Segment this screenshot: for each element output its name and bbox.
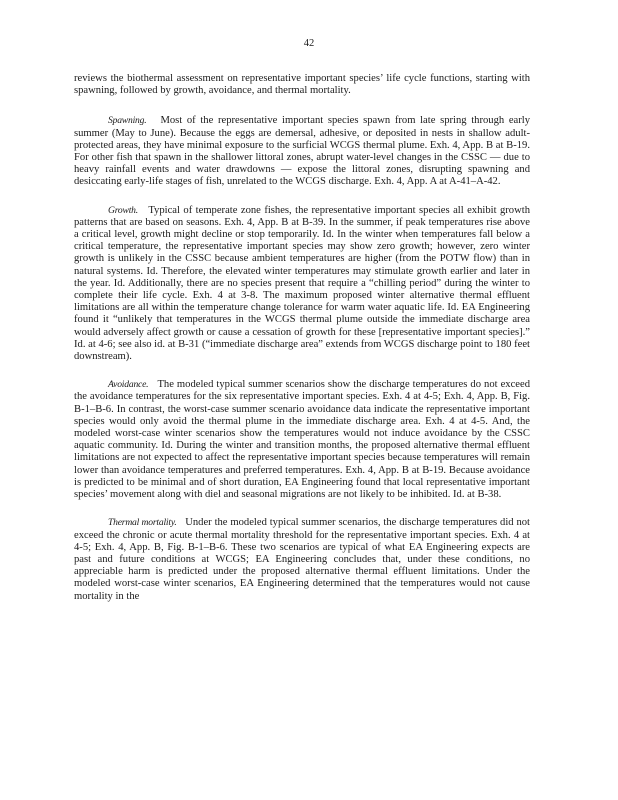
page-number: 42 (303, 38, 315, 49)
thermal-mortality-paragraph (74, 517, 530, 602)
document-body (74, 73, 530, 619)
section-heading-avoidance: Avoidance. (108, 379, 149, 391)
section-text-growth: Typical of temperate zone fishes, the representative important species all exhibit growth patterns that are based on seasons. Exh. 4, App. B at B-39. In the summer, if peak temperatures rise above a critical level, growth might decline or stop temporarily. Id. In the winter when temperatures fall below a critical temperature, the representative important species may show zero growth; however, zero winter growth is unlikely in the CSSC because ambient temperatures are higher (from the POTW flow) than in natural systems. Id. Therefore, the elevated winter temperatures may stimulate growth earlier and later in the year. Id. Additionally, there are no species present that require a “chilling period” during the winter to complete their life cycle. Exh. 4 at 3-8. The maximum proposed winter alternative thermal effluent limitations are all within the temperature change tolerance for warm water aquatic life. Id. EA Engineering found it “unlikely that temperatures in the WCGS thermal plume outside the immediate discharge area would adversely affect growth or cause a cessation of growth for these [representative important species].” Id. at 4-6; see also id. at B-31 (“immediate discharge area” extends from WCGS discharge point to 180 feet downstream). (74, 204, 530, 363)
intro-paragraph: reviews the biothermal assessment on representative important species’ life cycle functions, starting with spawning, followed by growth, avoidance, and thermal mortality. (74, 73, 530, 97)
spawning-paragraph (74, 115, 530, 188)
section-text-spawning: Most of the representative important species spawn from late spring through early summer (May to June). Because the eggs are demersal, adhesive, or deposited in nests in shallow adult-protected areas, they have minimal exposure to the surficial WCGS thermal plume. Exh. 4, App. B at B-19. For other fish that spawn in the shallower littoral zones, abrupt water-level changes in the CSSC — due to heavy rainfall events and water drawdowns — expose the littoral zones, disrupting spawning and desiccating early-life stages of fish, unrelated to the WCGS discharge. Exh. 4, App. A at A-41–A-42. (74, 115, 530, 188)
growth-paragraph (74, 205, 530, 364)
section-heading-growth: Growth. (108, 204, 138, 216)
section-text-thermal-mortality: Under the modeled typical summer scenarios, the discharge temperatures did not exceed the chronic or acute thermal mortality threshold for the representative important species. Exh. 4 at 4-5; Exh. 4, App. B, Fig. B-1–B-6. These two scenarios are typical of what EA Engineering expects are past and future conditions at WCGS; EA Engineering concludes that, under these conditions, no appreciable harm is predicted under the proposed alternative thermal effluent limitations. Under the modeled worst-case winter scenarios, EA Engineering determined that the temperatures would not cause mortality in the (74, 517, 530, 602)
section-text-avoidance: The modeled typical summer scenarios show the discharge temperatures do not exceed the avoidance temperatures for the six representative important species. Exh. 4 at 4-5; Exh. 4, App. B, Fig. B-1–B-6. In contrast, the worst-case summer scenario avoidance data indicate the representative important species would only avoid the thermal plume in the immediate discharge area. Exh. 4 at 4-5. And, the modeled worst-case winter scenarios show the temperatures would not induce avoidance by the CSSC aquatic community. Id. During the winter and transition months, the proposed alternative thermal effluent limitations are not expected to affect the representative important species because temperatures will remain lower than avoidance temperatures and preferred temperatures. Exh. 4, App. B at B-19. Because avoidance is predicted to be minimal and of short duration, EA Engineering found that local representative important species’ movement along with diel and seasonal migrations are not likely to be inhibited. Id. at B-38. (74, 379, 530, 501)
section-heading-thermal-mortality: Thermal mortality. (108, 517, 177, 529)
avoidance-paragraph (74, 379, 530, 501)
section-heading-spawning: Spawning. (108, 115, 147, 127)
